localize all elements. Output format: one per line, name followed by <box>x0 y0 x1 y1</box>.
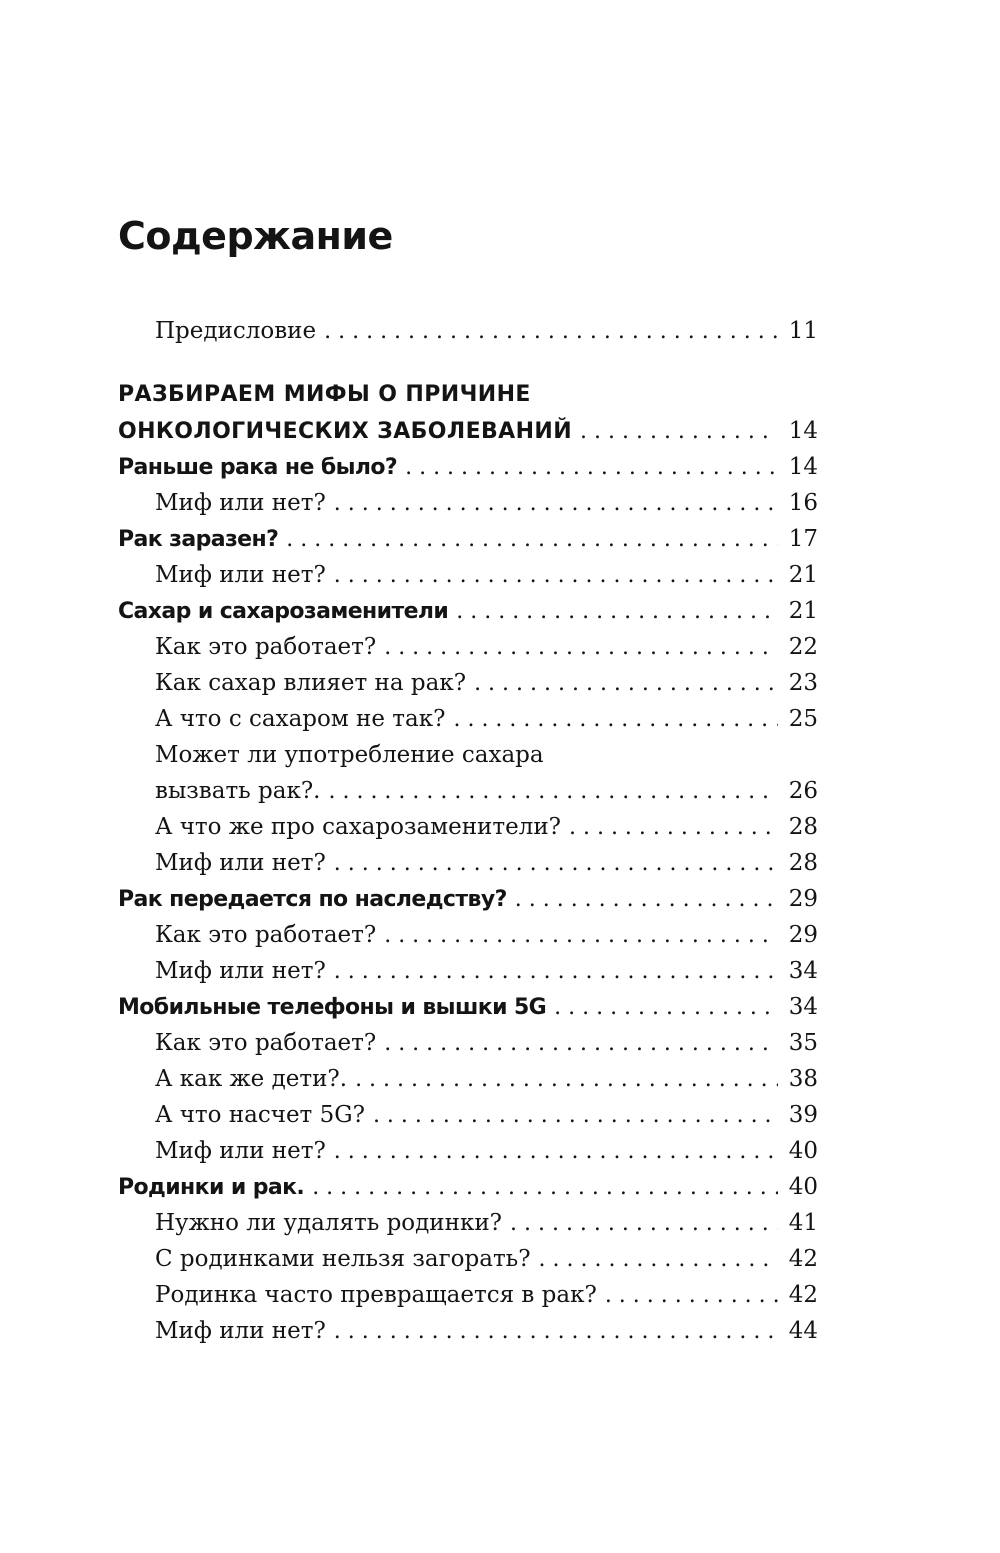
toc-page-number: 25 <box>788 706 818 732</box>
toc-page-number: 21 <box>788 562 818 588</box>
toc-page-number: 34 <box>788 958 818 984</box>
toc-page-number: 16 <box>788 490 818 516</box>
toc-section[interactable] <box>118 449 818 485</box>
toc-subsection[interactable] <box>118 629 818 665</box>
toc-page-number: 14 <box>788 454 818 480</box>
dot-leader <box>546 990 778 1026</box>
toc-entry-label: Миф или нет? <box>155 562 326 588</box>
toc-subsection[interactable] <box>118 1277 818 1313</box>
toc-page-number: 23 <box>788 670 818 696</box>
dot-leader <box>445 702 778 738</box>
toc-entry-label: Как это работает? <box>155 922 377 948</box>
dot-leader <box>326 846 778 882</box>
toc-entry-label: Нужно ли удалять родинки? <box>155 1210 502 1236</box>
toc-section[interactable] <box>118 521 818 557</box>
toc-page-number: 14 <box>788 418 818 444</box>
toc-entry-label: Миф или нет? <box>155 490 326 516</box>
dot-leader <box>572 414 778 450</box>
toc-entry-label: вызвать рак?. <box>155 778 321 804</box>
toc-section[interactable] <box>118 593 818 629</box>
toc-page-number: 21 <box>788 598 818 624</box>
toc-entry-label: Родинки и рак. <box>118 1175 305 1200</box>
toc-page-number: 40 <box>788 1138 818 1164</box>
toc-entry-label: А что насчет 5G? <box>155 1102 365 1128</box>
dot-leader <box>397 450 778 486</box>
toc-entry-label: Как сахар влияет на рак? <box>155 670 467 696</box>
toc-entry-label: А что с сахаром не так? <box>155 706 446 732</box>
toc-entry-label: Может ли употребление сахара <box>155 742 544 768</box>
toc-section[interactable] <box>118 881 818 917</box>
dot-leader <box>502 1206 778 1242</box>
table-of-contents <box>118 313 818 1349</box>
dot-leader <box>347 1062 778 1098</box>
dot-leader <box>326 486 778 522</box>
toc-entry-label: Миф или нет? <box>155 1138 326 1164</box>
toc-entry-label: Сахар и сахарозаменители <box>118 599 449 624</box>
toc-subsection[interactable] <box>118 1205 818 1241</box>
toc-subsection[interactable] <box>118 1133 818 1169</box>
dot-leader <box>326 558 778 594</box>
toc-subsection[interactable] <box>118 809 818 845</box>
toc-subsection[interactable] <box>118 701 818 737</box>
toc-entry-label: Мобильные телефоны и вышки 5G <box>118 995 547 1020</box>
toc-part-label-line1: РАЗБИРАЕМ МИФЫ О ПРИЧИНЕ <box>118 382 531 407</box>
dot-leader <box>316 314 778 350</box>
toc-entry-label: А как же дети?. <box>155 1066 348 1092</box>
toc-subsection[interactable] <box>118 1061 818 1097</box>
toc-page-number: 11 <box>788 318 818 344</box>
dot-leader <box>561 810 778 846</box>
dot-leader <box>304 1170 778 1206</box>
toc-page-number: 22 <box>788 634 818 660</box>
toc-subsection-line1[interactable] <box>118 737 818 773</box>
toc-subsection[interactable] <box>118 485 818 521</box>
toc-entry-label: Как это работает? <box>155 1030 377 1056</box>
dot-leader <box>326 1314 778 1350</box>
toc-part-label-line2: ОНКОЛОГИЧЕСКИХ ЗАБОЛЕВАНИЙ <box>118 419 573 444</box>
toc-subsection[interactable] <box>118 557 818 593</box>
toc-entry-label: А что же про сахарозаменители? <box>155 814 561 840</box>
toc-entry-label: Рак заразен? <box>118 527 279 552</box>
toc-section[interactable] <box>118 1169 818 1205</box>
toc-section[interactable] <box>118 989 818 1025</box>
toc-part-heading-line2[interactable] <box>118 413 818 449</box>
toc-page-number: 29 <box>788 886 818 912</box>
toc-page-number: 42 <box>788 1282 818 1308</box>
toc-entry-label: С родинками нельзя загорать? <box>155 1246 531 1272</box>
page-title: Содержание <box>118 214 393 258</box>
toc-subsection[interactable] <box>118 845 818 881</box>
dot-leader <box>376 1026 778 1062</box>
dot-leader <box>466 666 778 702</box>
toc-subsection[interactable] <box>118 1313 818 1349</box>
toc-subsection[interactable] <box>118 1097 818 1133</box>
dot-leader <box>278 522 778 558</box>
toc-page-number: 40 <box>788 1174 818 1200</box>
toc-page-number: 39 <box>788 1102 818 1128</box>
toc-entry-label: Предисловие <box>155 318 317 344</box>
toc-page-number: 42 <box>788 1246 818 1272</box>
toc-entry-label: Родинка часто превращается в рак? <box>155 1282 597 1308</box>
toc-subsection[interactable] <box>118 953 818 989</box>
toc-entry-label: Миф или нет? <box>155 958 326 984</box>
toc-page-number: 28 <box>788 850 818 876</box>
toc-entry-label: Рак передается по наследству? <box>118 887 507 912</box>
toc-page-number: 44 <box>788 1318 818 1344</box>
toc-subsection[interactable] <box>118 665 818 701</box>
toc-page-number: 28 <box>788 814 818 840</box>
toc-part-heading[interactable] <box>118 377 818 413</box>
dot-leader <box>376 630 778 666</box>
toc-page-number: 34 <box>788 994 818 1020</box>
toc-page-number: 35 <box>788 1030 818 1056</box>
toc-entry-label: Как это работает? <box>155 634 377 660</box>
toc-subsection[interactable] <box>118 1241 818 1277</box>
toc-page-number: 29 <box>788 922 818 948</box>
dot-leader <box>326 954 778 990</box>
toc-subsection[interactable] <box>118 917 818 953</box>
dot-leader <box>365 1098 778 1134</box>
dot-leader <box>597 1278 778 1314</box>
toc-entry-label: Миф или нет? <box>155 850 326 876</box>
toc-page-number: 38 <box>788 1066 818 1092</box>
toc-page-number: 26 <box>788 778 818 804</box>
toc-entry-label: Раньше рака не было? <box>118 455 398 480</box>
dot-leader <box>507 882 778 918</box>
dot-leader <box>320 774 778 810</box>
dot-leader <box>448 594 778 630</box>
toc-page-number: 41 <box>788 1210 818 1236</box>
toc-page-number: 17 <box>788 526 818 552</box>
toc-subsection[interactable] <box>118 1025 818 1061</box>
toc-entry-label: Миф или нет? <box>155 1318 326 1344</box>
toc-entry-preface[interactable] <box>118 313 818 349</box>
dot-leader <box>376 918 778 954</box>
dot-leader <box>326 1134 778 1170</box>
toc-subsection-line2[interactable] <box>118 773 818 809</box>
dot-leader <box>531 1242 778 1278</box>
